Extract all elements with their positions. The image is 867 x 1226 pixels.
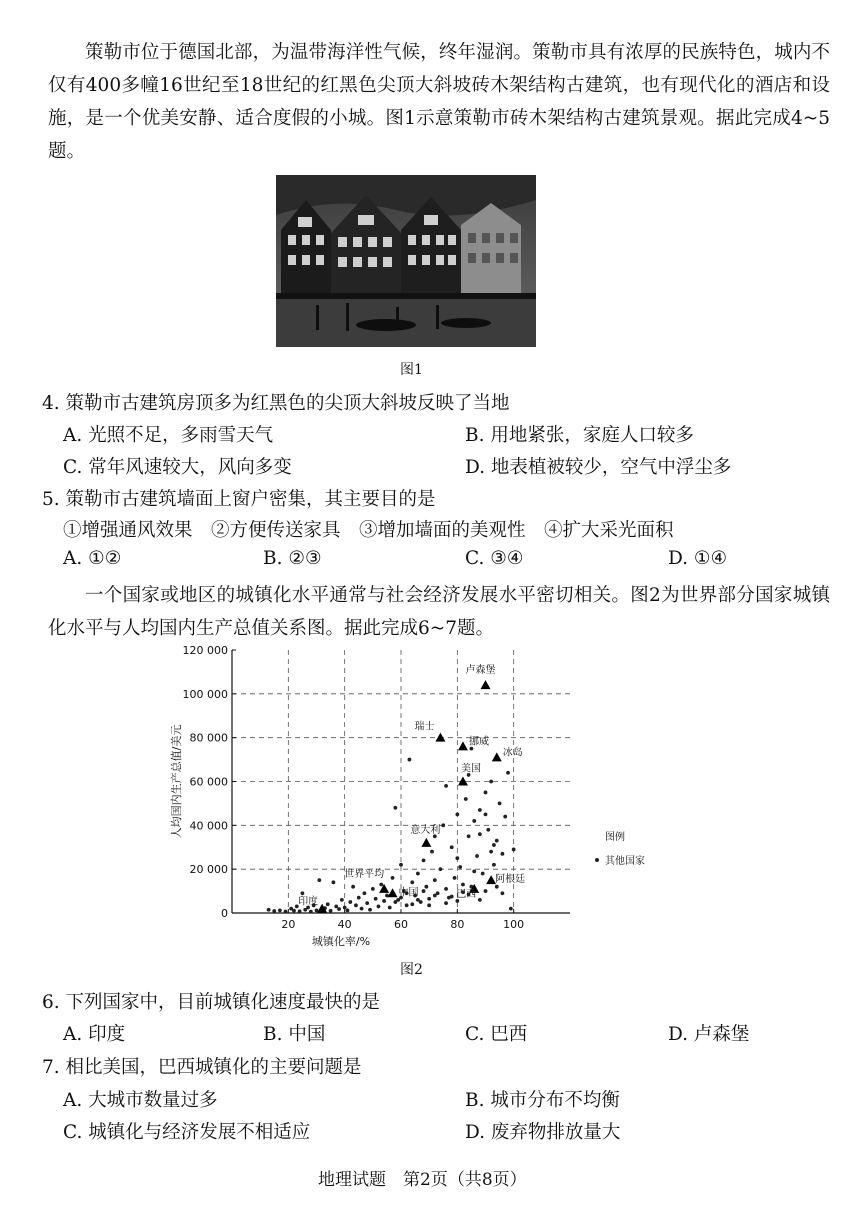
other-country-point (464, 797, 468, 801)
other-country-point (439, 867, 443, 871)
timber-frame-buildings-photo (276, 175, 536, 347)
question-6-option-d: D. 卢森堡 (668, 1024, 750, 1045)
other-country-point (272, 909, 276, 913)
other-country-point (348, 900, 352, 904)
other-country-point (309, 910, 313, 914)
other-country-point (489, 780, 493, 784)
legend-entry: 其他国家 (605, 856, 645, 867)
other-country-point (444, 901, 448, 905)
other-country-point (495, 839, 499, 843)
labeled-country-marker (458, 777, 468, 786)
question-5-option-b: B. ②③ (263, 548, 322, 569)
other-country-point (301, 891, 305, 895)
country-label: 世界平均 (344, 868, 385, 880)
other-country-point (365, 901, 369, 905)
other-country-point (455, 856, 459, 860)
other-country-point (391, 876, 395, 880)
urbanization-gdp-scatter-chart (160, 640, 680, 950)
country-label: 巴西 (456, 888, 477, 900)
question-7-stem: 7. 相比美国，巴西城镇化的主要问题是 (42, 1057, 362, 1078)
other-country-point (503, 815, 507, 819)
y-tick-label: 80 000 (189, 731, 228, 745)
x-tick-label: 100 (503, 918, 525, 931)
other-country-point (374, 897, 378, 901)
y-tick-label: 60 000 (189, 775, 228, 789)
other-country-point (368, 908, 372, 912)
country-label: 瑞士 (414, 721, 435, 733)
other-country-point (357, 896, 361, 900)
other-country-point (362, 891, 366, 895)
question-4-option-c: C. 常年风速较大，风向多变 (63, 457, 292, 478)
other-country-point (501, 852, 505, 856)
other-country-point (450, 845, 454, 849)
question-6-option-a: A. 印度 (63, 1024, 126, 1045)
other-country-point (393, 806, 397, 810)
other-country-point (489, 850, 493, 854)
other-country-point (298, 909, 302, 913)
question-6-option-c: C. 巴西 (465, 1024, 528, 1045)
other-country-point (427, 903, 431, 907)
other-country-point (467, 834, 471, 838)
page-footer: 地理试题 第2页（共8页） (318, 1170, 527, 1190)
other-country-point (292, 909, 296, 913)
question-5-option-d: D. ①④ (668, 548, 728, 569)
other-country-point (492, 863, 496, 867)
other-country-point (455, 812, 459, 816)
y-tick-label: 120 000 (182, 644, 228, 657)
other-country-point (478, 898, 482, 902)
other-country-point (346, 908, 350, 912)
other-country-point (416, 898, 420, 902)
x-tick-label: 40 (337, 918, 352, 931)
question-7-option-b: B. 城市分布不均衡 (465, 1090, 620, 1111)
question-7-option-a: A. 大城市数量过多 (63, 1090, 218, 1111)
figure-1-caption: 图1 (400, 362, 423, 378)
other-country-point (399, 863, 403, 867)
other-country-point (382, 899, 386, 903)
other-country-point (343, 906, 347, 910)
country-label: 中国 (398, 887, 419, 899)
other-country-point (416, 872, 420, 876)
legend-marker (595, 858, 599, 862)
question-4-option-a: A. 光照不足，多雨雪天气 (63, 425, 274, 446)
other-country-point (326, 902, 330, 906)
other-country-point (388, 906, 392, 910)
country-label: 印度 (298, 896, 319, 908)
other-country-point (278, 908, 282, 912)
other-country-point (379, 883, 383, 887)
other-country-point (492, 843, 496, 847)
country-label: 冰岛 (502, 747, 523, 759)
y-tick-label: 40 000 (189, 819, 228, 833)
other-country-point (444, 784, 448, 788)
y-tick-label: 100 000 (182, 687, 228, 701)
x-axis-label: 城镇化率/% (311, 935, 371, 948)
other-country-point (393, 900, 397, 904)
other-country-point (377, 905, 381, 909)
other-country-point (424, 885, 428, 889)
question-7-option-c: C. 城镇化与经济发展不相适应 (63, 1122, 311, 1143)
other-country-point (509, 907, 513, 911)
other-country-point (267, 908, 271, 912)
other-country-point (410, 902, 414, 906)
other-country-point (498, 802, 502, 806)
other-country-point (332, 880, 336, 884)
other-country-point (433, 894, 437, 898)
other-country-point (405, 903, 409, 907)
passage-1: 策勒市位于德国北部，为温带海洋性气候，终年湿润。策勒市具有浓厚的民族特色，城内不仅有400多幢16世纪至18世纪的红黑色尖顶大斜坡砖木架结构古建筑，也有现代化的酒店和设施，是一个优美安静、适合度假的小城。图1示意策勒市砖木架结构古建筑景观。据此完成4~5题。 (48, 42, 830, 162)
question-5-statements: ①增强通风效果 ②方便传送家具 ③增加墙面的美观性 ④扩大采光面积 (63, 520, 674, 541)
labeled-country-marker (435, 733, 445, 742)
passage-2: 一个国家或地区的城镇化水平通常与社会经济发展水平密切相关。图2为世界部分国家城镇化水平与人均国内生产总值关系图。据此完成6~7题。 (48, 585, 830, 639)
legend-title: 图例 (605, 832, 625, 843)
other-country-point (337, 907, 341, 911)
question-5-option-c: C. ③④ (465, 548, 524, 569)
other-country-point (486, 828, 490, 832)
country-label: 卢森堡 (465, 665, 496, 677)
question-4-stem: 4. 策勒市古建筑房顶多为红黑色的尖顶大斜坡反映了当地 (42, 393, 510, 414)
other-country-point (453, 876, 457, 880)
other-country-point (472, 819, 476, 823)
other-country-point (422, 859, 426, 863)
country-label: 美国 (460, 763, 481, 775)
other-country-point (433, 878, 437, 882)
country-label: 阿根廷 (495, 874, 526, 886)
question-6-stem: 6. 下列国家中，目前城镇化速度最快的是 (42, 992, 381, 1013)
x-tick-label: 20 (281, 918, 296, 931)
other-country-point (458, 865, 462, 869)
other-country-point (484, 889, 488, 893)
other-country-point (450, 895, 454, 899)
other-country-point (495, 885, 499, 889)
other-country-point (351, 885, 355, 889)
country-label: 意大利 (410, 824, 441, 836)
other-country-point (360, 907, 364, 911)
other-country-point (340, 898, 344, 902)
other-country-point (317, 878, 321, 882)
other-country-point (461, 883, 465, 887)
other-country-point (481, 872, 485, 876)
question-4-option-d: D. 地表植被较少，空气中浮尘多 (465, 457, 732, 478)
other-country-point (484, 812, 488, 816)
labeled-country-marker (492, 752, 502, 761)
question-7-option-d: D. 废弃物排放量大 (465, 1122, 621, 1143)
question-4-option-b: B. 用地紧张，家庭人口较多 (465, 425, 694, 446)
question-5-stem: 5. 策勒市古建筑墙面上窗户密集，其主要目的是 (42, 489, 436, 510)
question-6-option-b: B. 中国 (263, 1024, 326, 1045)
y-tick-label: 20 000 (189, 863, 228, 877)
other-country-point (422, 889, 426, 893)
other-country-point (284, 910, 288, 914)
other-country-point (329, 909, 333, 913)
other-country-point (478, 832, 482, 836)
other-country-point (444, 887, 448, 891)
labeled-country-marker (458, 741, 468, 750)
y-tick-label: 0 (221, 907, 228, 920)
x-tick-label: 60 (394, 918, 408, 931)
other-country-point (371, 887, 375, 891)
labeled-country-marker (421, 838, 431, 847)
other-country-point (408, 758, 412, 762)
labeled-country-marker (388, 888, 398, 897)
x-tick-label: 80 (450, 918, 465, 931)
y-axis-label: 人均国内生产总值/美元 (170, 724, 183, 839)
other-country-point (441, 823, 445, 827)
other-country-point (472, 869, 476, 873)
other-country-point (506, 771, 510, 775)
other-country-point (501, 891, 505, 895)
other-country-point (427, 897, 431, 901)
other-country-point (334, 905, 338, 909)
other-country-point (475, 854, 479, 858)
other-country-point (410, 880, 414, 884)
other-country-point (484, 791, 488, 795)
other-country-point (512, 848, 516, 852)
other-country-point (478, 808, 482, 812)
other-country-point (354, 903, 358, 907)
question-5-option-a: A. ①② (63, 548, 122, 569)
country-label: 挪威 (468, 736, 489, 748)
other-country-point (430, 850, 434, 854)
labeled-country-marker (481, 680, 491, 689)
figure-2-caption: 图2 (400, 962, 423, 978)
